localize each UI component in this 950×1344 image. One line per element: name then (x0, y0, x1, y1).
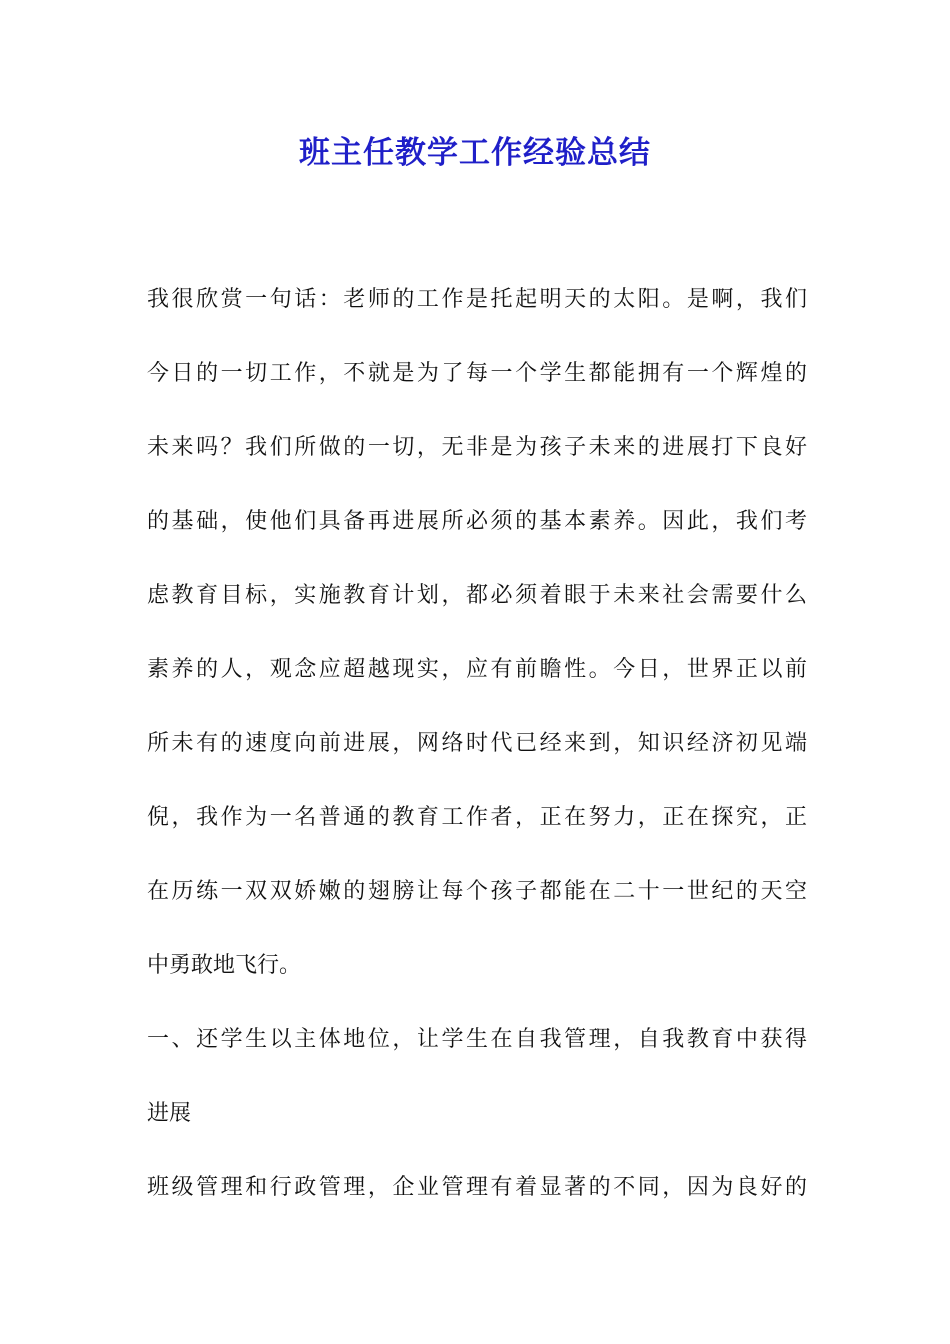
document-body (147, 263, 807, 1225)
text-line: 素养的人，观念应超越现实，应有前瞻性。今日，世界正以前 (147, 657, 807, 682)
text-line: 在历练一双双娇嫩的翅膀让每个孩子都能在二十一世纪的天空 (147, 879, 807, 904)
text-line: 中勇敢地飞行。 (147, 953, 302, 978)
text-line: 所未有的速度向前进展，网络时代已经来到，知识经济初见端 (147, 731, 807, 756)
text-line: 倪，我作为一名普通的教育工作者，正在努力，正在探究，正 (147, 805, 807, 830)
text-line: 进展 (147, 1101, 192, 1126)
text-line: 的基础，使他们具备再进展所必须的基本素养。因此，我们考 (147, 509, 807, 534)
text-line: 我很欣赏一句话：老师的工作是托起明天的太阳。是啊，我们 (147, 287, 807, 312)
text-line: 虑教育目标，实施教育计划，都必须着眼于未来社会需要什么 (147, 583, 807, 608)
text-line: 班级管理和行政管理，企业管理有着显著的不同，因为良好的 (147, 1175, 807, 1200)
text-line: 未来吗？我们所做的一切，无非是为孩子未来的进展打下良好 (147, 435, 807, 460)
text-line: 一、还学生以主体地位，让学生在自我管理，自我教育中获得 (147, 1027, 807, 1052)
text-line: 今日的一切工作，不就是为了每一个学生都能拥有一个辉煌的 (147, 361, 807, 386)
document-title: 班主任教学工作经验总结 (299, 135, 651, 171)
